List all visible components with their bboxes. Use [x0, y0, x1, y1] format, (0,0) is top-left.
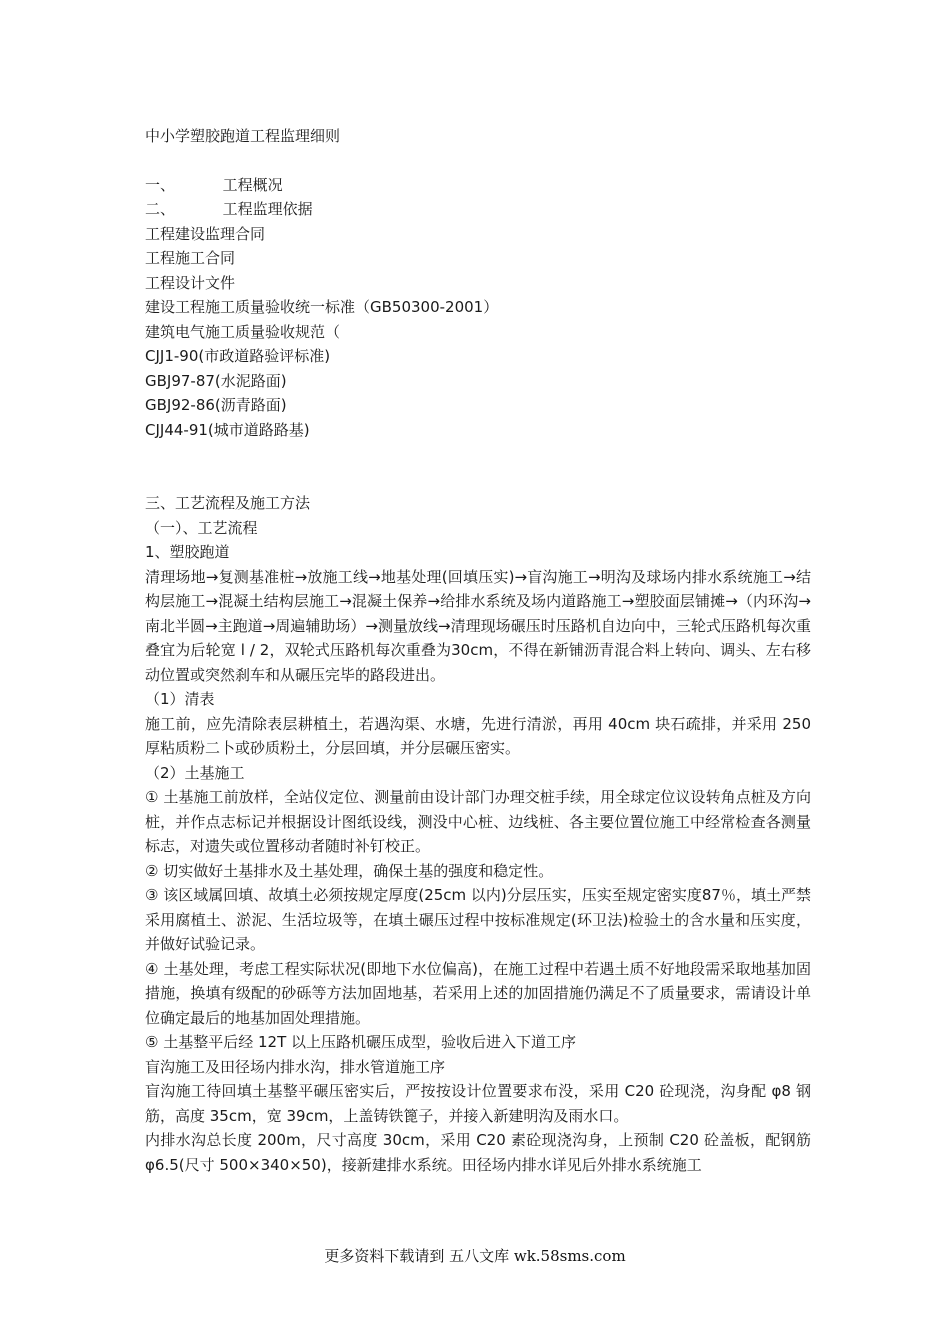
basis-item: 建筑电气施工质量验收规范（: [145, 322, 341, 341]
footer-text: 更多资料下载请到 五八文库 wk.58sms.com: [324, 1247, 626, 1265]
step-title: （1）清表: [145, 690, 215, 708]
step-title: （2）土基施工: [145, 763, 245, 782]
document-title: 中小学塑胶跑道工程监理细则: [145, 127, 341, 145]
basis-item: CJJ1-90(市政道路验评标准): [145, 347, 331, 365]
step-item: ⑤ 土基整平后经 12T 以上压路机碾压成型，验收后进入下道工序: [145, 1033, 577, 1051]
subsection-heading: （一）、工艺流程: [145, 518, 258, 537]
section-heading-3: 三、工艺流程及施工方法: [145, 494, 311, 512]
step-item: ④ 土基处理，考虑工程实际状况(即地下水位偏高)，在施工过程中若遇土质不好地段需采取地基加固措施，换填有级配的砂砾等方法加固地基，若采用上述的加固措施仍满足不了质量要求，需请设计单位确定最后的地基加固处理措施。: [145, 959, 811, 1027]
step-item: ③ 该区域属回填、故填土必须按规定厚度(25cm 以内)分层压实，压实至规定密实度87％，填土严禁采用腐植土、淤泥、生活垃圾等，在填土碾压过程中按标准规定(环卫法)检验土的含水量和压实度，并做好试验记录。: [145, 886, 811, 953]
step-paragraph: 施工前，应先清除表层耕植土，若遇沟渠、水塘，先进行清淤，再用 40cm 块石疏排，并采用 250 厚粘质粉二卜或砂质粉土，分层回填，并分层碾压密实。: [145, 714, 811, 757]
step-paragraph: 盲沟施工待回填土基整平碾压密实后，严按按设计位置要求布没，采用 C20 砼现浇，沟身配 φ8 钢筋，高度 35cm，宽 39cm，上盖铸铁篦子，并接入新建明沟及雨水口。: [145, 1082, 811, 1125]
item-heading: 1、塑胶跑道: [145, 543, 230, 561]
basis-item: 工程建设监理合同: [145, 224, 266, 243]
flow-paragraph: 清理场地→复测基准桩→放施工线→地基处理(回填压实)→盲沟施工→明沟及球场内排水系统施工→结构层施工→混凝土结构层施工→混凝土保养→给排水系统及场内道路施工→塑胶面层铺摊→（内环沟→南北半圆→主跑道→周遍辅助场）→测量放线→清理现场碾压时压路机自边向中，三轮式压路机每次重叠宜为后轮宽 l / 2，双轮式压路机每次重叠为30cm，不得在新铺沥青混合料上转向、调头、左右移动位置或突然刹车和从碾压完毕的路段进出。: [145, 567, 811, 684]
step-paragraph: 内排水沟总长度 200m，尺寸高度 30cm，采用 C20 素砼现浇沟身，上预制 C20 砼盖板，配钢筋 φ6.5(尺寸 500×340×50)，接新建排水系统。田径场内排水详见后外排水系统施工: [145, 1131, 811, 1174]
section-heading-2: 二、 工程监理依据: [145, 200, 313, 218]
section-heading-1: 一、 工程概况: [145, 175, 283, 194]
basis-item: 建设工程施工质量验收统一标准（GB50300-2001）: [145, 298, 499, 316]
basis-item: 工程设计文件: [145, 273, 236, 292]
document-body: [145, 124, 811, 1177]
basis-item: CJJ44-91(城市道路路基): [145, 420, 310, 439]
basis-item: GBJ97-87(水泥路面): [145, 371, 287, 390]
basis-item: GBJ92-86(沥青路面): [145, 396, 287, 414]
step-item: ① 土基施工前放样，全站仪定位、测量前由设计部门办理交桩手续，用全球定位议设转角点桩及方向桩，并作点志标记并根据设计图纸设线，测没中心桩、边线桩、各主要位置位施工中经常检查各测量标志，对遗失或位置移动者随时补钉校正。: [145, 788, 811, 855]
step-title: 盲沟施工及田径场内排水沟，排水管道施工序: [145, 1057, 446, 1076]
basis-item: 工程施工合同: [145, 249, 236, 267]
step-item: ② 切实做好土基排水及土基处理，确保土基的强度和稳定性。: [145, 861, 554, 880]
